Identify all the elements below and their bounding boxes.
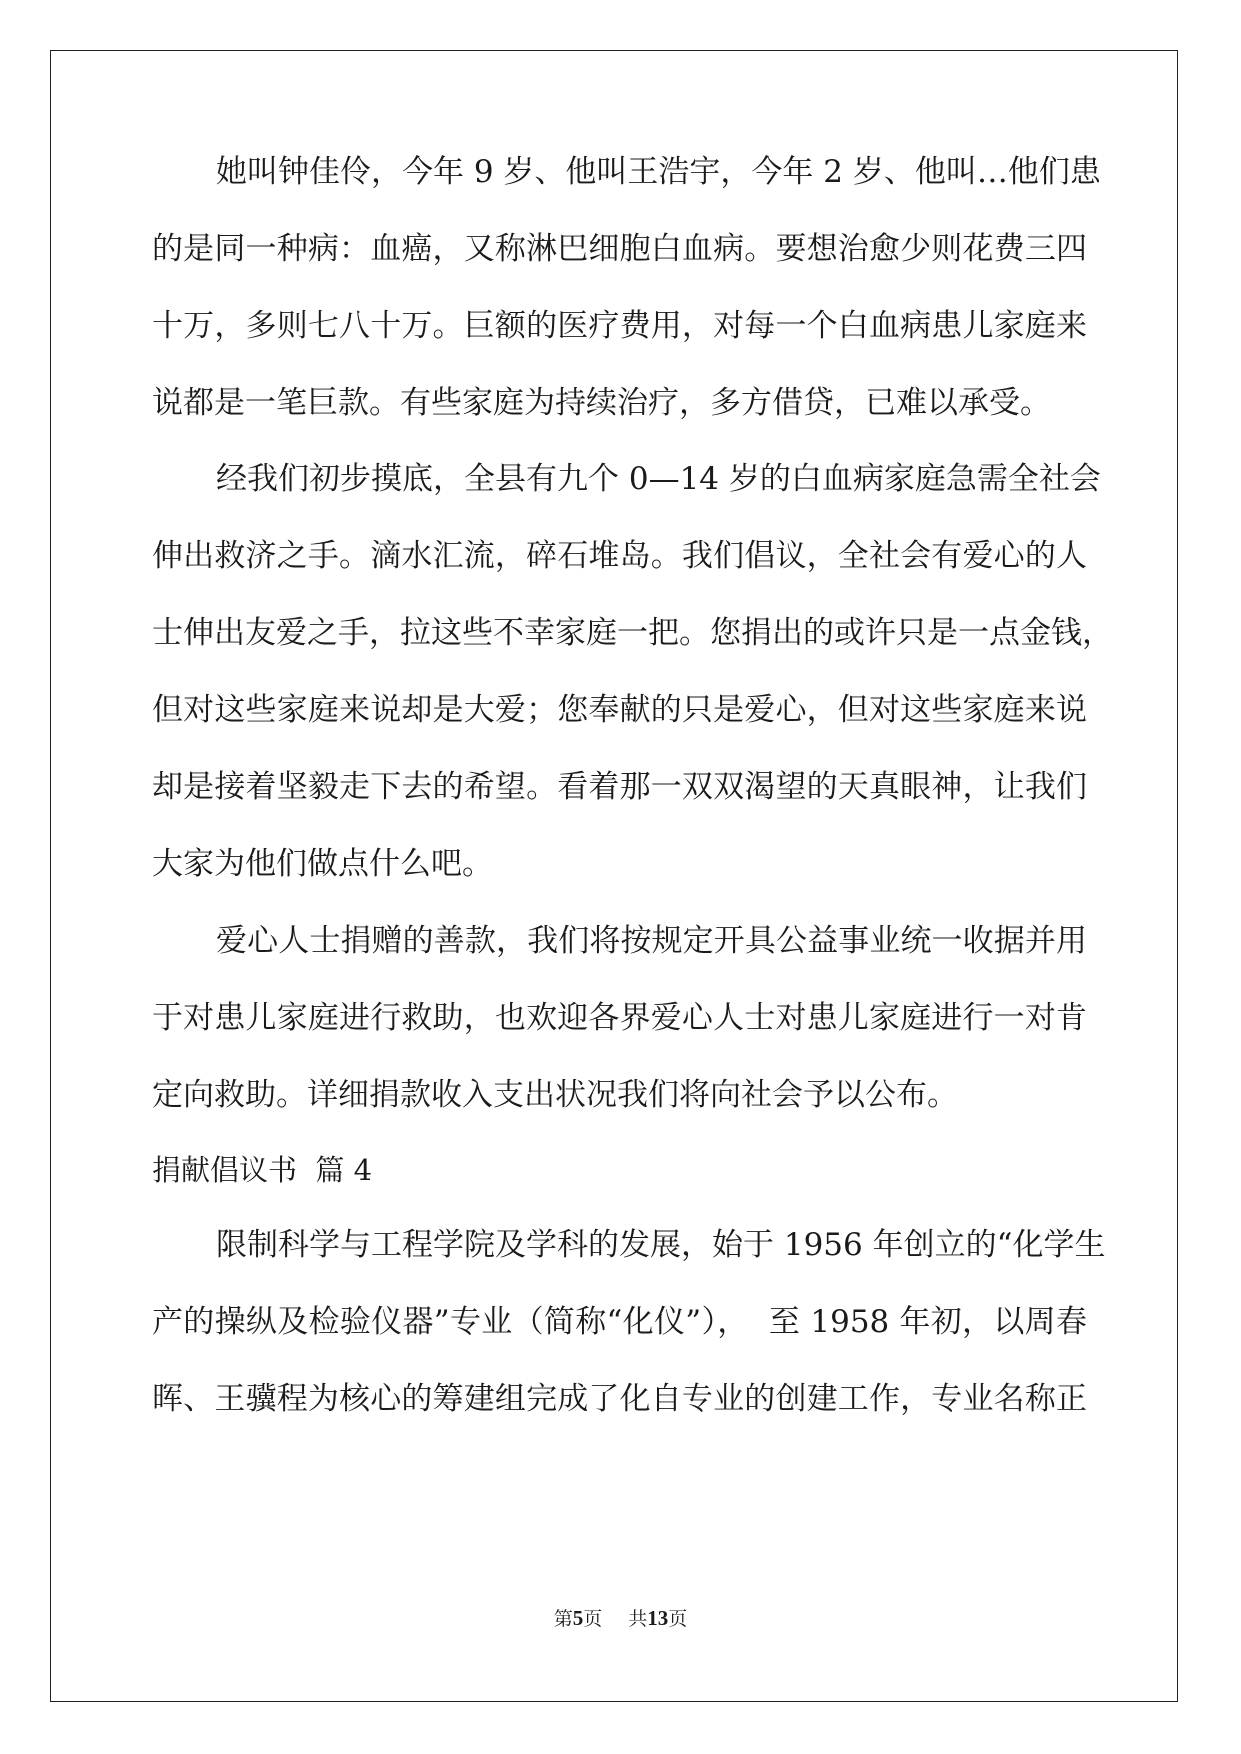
paragraph-line: 但对这些家庭来说却是大爱；您奉献的只是爱心，但对这些家庭来说 [152, 692, 1087, 728]
paragraph-line: 士伸出友爱之手，拉这些不幸家庭一把。您捐出的或许只是一点金钱， [152, 615, 1113, 651]
paragraph-line: 限制科学与工程学院及学科的发展，始于 1956 年创立的“化学生 [216, 1227, 1106, 1263]
footer-total-prefix: 共 [628, 1608, 648, 1630]
paragraph-line: 说都是一笔巨款。有些家庭为持续治疗，多方借贷，已难以承受。 [152, 385, 1051, 421]
footer-page-suffix: 页 [583, 1608, 603, 1630]
paragraph-line: 大家为他们做点什么吧。 [152, 846, 493, 882]
paragraph-line: 经我们初步摸底，全县有九个 0—14 岁的白血病家庭急需全社会 [216, 461, 1101, 497]
footer-total-suffix: 页 [668, 1608, 688, 1630]
section-heading: 捐献倡议书 篇 4 [152, 1153, 373, 1187]
paragraph-line: 的是同一种病：血癌，又称淋巴细胞白血病。要想治愈少则花费三四 [152, 231, 1087, 267]
paragraph-line: 她叫钟佳伶，今年 9 岁、他叫王浩宇，今年 2 岁、他叫…他们患 [216, 154, 1101, 190]
footer-page-current: 5 [572, 1606, 584, 1630]
paragraph-line: 定向救助。详细捐款收入支出状况我们将向社会予以公布。 [152, 1077, 958, 1113]
paragraph-line: 产的操纵及检验仪器”专业（简称“化仪”）， 至 1958 年初，以周春 [152, 1304, 1087, 1340]
paragraph-line: 伸出救济之手。滴水汇流，碎石堆岛。我们倡议，全社会有爱心的人 [152, 538, 1087, 574]
paragraph-line: 却是接着坚毅走下去的希望。看着那一双双渴望的天真眼神，让我们 [152, 769, 1087, 805]
page-footer [0, 1606, 1241, 1631]
paragraph-line: 晖、王骥程为核心的筹建组完成了化自专业的创建工作，专业名称正 [152, 1381, 1087, 1417]
paragraph-line: 十万，多则七八十万。巨额的医疗费用，对每一个白血病患儿家庭来 [152, 308, 1087, 344]
paragraph-line: 爱心人士捐赠的善款，我们将按规定开具公益事业统一收据并用 [216, 923, 1087, 959]
footer-page-prefix: 第 [553, 1608, 573, 1630]
footer-page-total: 13 [647, 1606, 669, 1630]
paragraph-line: 于对患儿家庭进行救助，也欢迎各界爱心人士对患儿家庭进行一对肯 [152, 1000, 1087, 1036]
